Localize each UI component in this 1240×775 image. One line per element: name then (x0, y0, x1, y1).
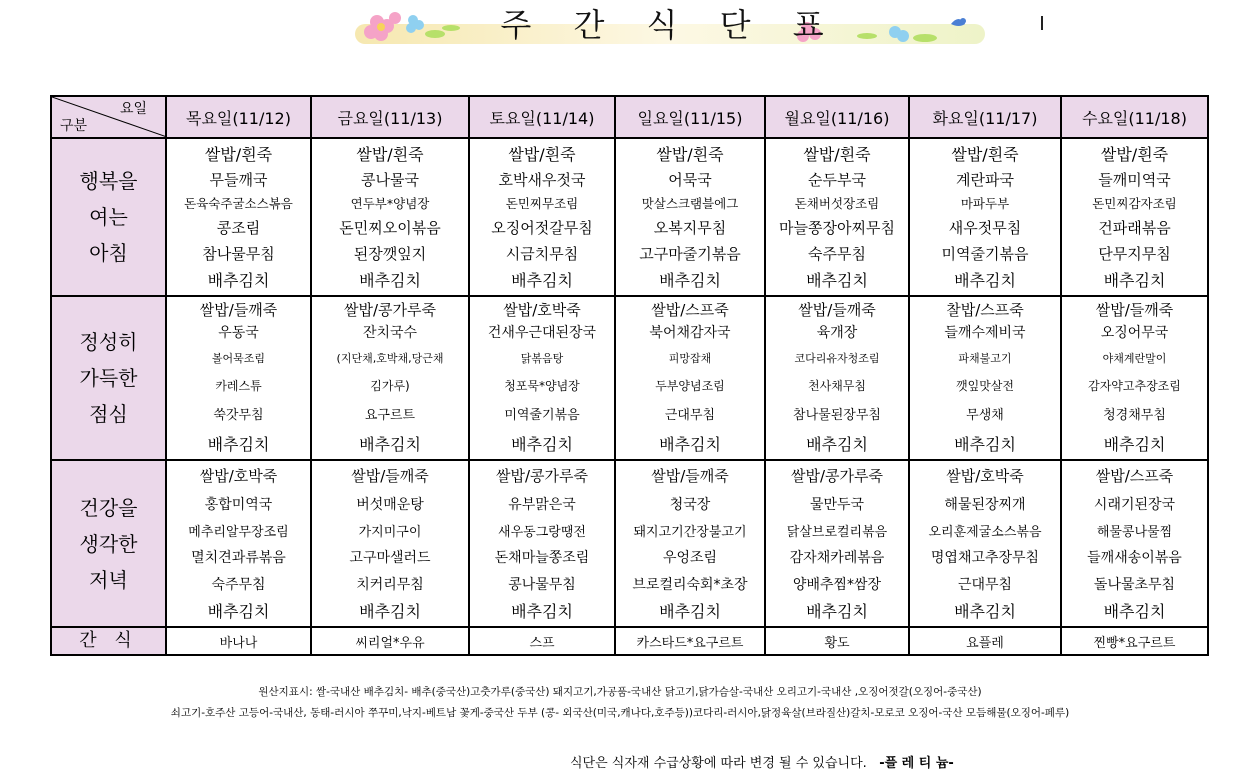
menu-item: 호박새우젓국 (498, 170, 586, 189)
menu-item: 근대무침 (957, 576, 1013, 593)
menu-item: 배추김치 (806, 602, 868, 621)
menu-item: 배추김치 (1103, 270, 1166, 290)
menu-item: 고구마줄기볶음 (639, 244, 741, 263)
menu-item: 두부양념조림 (655, 378, 725, 393)
menu-item: 닭살브로컬리볶음 (786, 525, 888, 540)
menu-item: 육개장 (816, 325, 858, 341)
menu-item: 무생채 (966, 407, 1004, 423)
menu-item: 홍합미역국 (204, 496, 273, 513)
menu-item: 단무지무침 (1098, 244, 1171, 263)
menu-item: 브로컬리숙회*초장 (632, 576, 748, 593)
menu-item: 참나물무침 (202, 244, 275, 263)
menu-item: 쌀밥/들깨죽 (1095, 300, 1174, 319)
menu-item: 쌀밥/스프죽 (651, 300, 729, 319)
menu-item: 배추김치 (207, 602, 270, 621)
menu-item: 배추김치 (954, 602, 1016, 621)
menu-item: 건파래볶음 (1098, 218, 1171, 237)
menu-item: 코다리유자청조림 (794, 352, 880, 365)
menu-cell (909, 138, 1061, 296)
snack-item: 카스타드*요구르트 (615, 627, 765, 655)
menu-item: 돈채버섯장조림 (794, 196, 880, 211)
snack-label: 간 식 (51, 627, 166, 655)
snack-item: 찐빵*요구르트 (1061, 627, 1208, 655)
menu-item: 유부맑은국 (508, 496, 576, 513)
menu-item: 오징어무국 (1100, 325, 1169, 341)
meal-category-line: 저녁 (89, 567, 128, 592)
menu-item: 쌀밥/흰죽 (803, 144, 871, 164)
snack-row (51, 627, 1208, 655)
menu-item: 쌀밥/콩가루죽 (791, 467, 883, 485)
corner-day-label: 요일 (119, 101, 147, 117)
menu-item: 배추김치 (511, 270, 573, 290)
menu-item: 미역줄기볶음 (941, 244, 1029, 263)
origin-line-1: 원산지표시: 쌀-국내산 배추김치- 배추(중국산)고춧가루(중국산) 돼지고기,가공품-국내산 닭고기,닭가슴살-국내산 오리고기-국내산 ,오징어젓갈(오징어-중국산) (258, 686, 982, 698)
menu-item: 천사채무침 (808, 378, 866, 393)
menu-cell (311, 138, 469, 296)
menu-item: 배추김치 (659, 270, 721, 290)
menu-cell (1061, 138, 1208, 296)
day-header: 토요일(11/14) (469, 96, 615, 138)
menu-item: 쌀밥/흰죽 (656, 144, 724, 164)
menu-item: 새우젓무침 (948, 218, 1022, 237)
menu-item: 오복지무침 (653, 218, 727, 237)
menu-item: 돈민찌무조림 (505, 196, 579, 211)
menu-item: 된장깻잎지 (353, 244, 427, 263)
meal-category-line: 건강을 (79, 495, 138, 520)
menu-item: 쌀밥/들깨죽 (351, 467, 429, 485)
meal-category-line: 여는 (89, 205, 128, 229)
menu-item: 들깨미역국 (1098, 170, 1171, 189)
menu-item: 쌀밥/흰죽 (951, 144, 1019, 164)
menu-cell (615, 460, 765, 627)
menu-item: 마늘쫑장아찌무침 (779, 218, 895, 237)
menu-item: 청포묵*양념장 (504, 378, 580, 393)
menu-item: 근대무침 (664, 407, 716, 423)
meal-category-line: 정성히 (79, 330, 138, 354)
header-row (51, 96, 1208, 138)
corner-cell (51, 96, 166, 138)
menu-cell (765, 138, 909, 296)
menu-item: 건새우근대된장국 (487, 325, 597, 341)
menu-item: 명엽채고추장무침 (930, 549, 1040, 566)
origin-line-2: 쇠고기-호주산 고등어-국내산, 동태-러시아 쭈꾸미,낙지-베트남 꽃게-중국산 두부 (콩- 외국산(미국,캐나다,호주등))코다리-러시아,닭정육살(브라질산)갈치-모로코 오징어-국산 모듬해물(오징어-페루) (170, 707, 1070, 719)
menu-item: 파채불고기 (958, 352, 1012, 365)
menu-item: 오리훈제굴소스볶음 (928, 525, 1042, 540)
menu-item: 새우동그랑땡전 (498, 525, 586, 540)
day-header: 화요일(11/17) (909, 96, 1061, 138)
menu-item: 쌀밥/콩가루죽 (496, 467, 588, 485)
menu-item: 배추김치 (659, 602, 721, 621)
menu-cell (166, 296, 311, 460)
menu-item: 야채계란말이 (1102, 352, 1167, 365)
menu-item: 볼어묵조림 (211, 352, 266, 365)
text-cursor (1041, 16, 1043, 30)
menu-item: 돈민찌감자조림 (1092, 196, 1177, 211)
menu-item: 연두부*양념장 (350, 196, 430, 211)
menu-item: 쌀밥/호박죽 (199, 467, 278, 485)
menu-cell (1061, 460, 1208, 627)
menu-cell (1061, 296, 1208, 460)
menu-item: 쌀밥/스프죽 (1095, 467, 1174, 485)
snack-item: 바나나 (166, 627, 311, 655)
menu-item: 미역줄기볶음 (504, 407, 580, 423)
menu-item: 청국장 (669, 496, 711, 513)
menu-item: 들깨수제비국 (944, 325, 1026, 341)
menu-item: 양배추찜*쌈장 (792, 576, 882, 593)
snack-item: 스프 (469, 627, 615, 655)
menu-cell (765, 460, 909, 627)
menu-item: 해물된장찌개 (944, 496, 1026, 513)
menu-item: 버섯매운탕 (356, 496, 424, 513)
menu-item: 배추김치 (207, 434, 270, 454)
menu-item: 청경채무침 (1103, 407, 1166, 423)
menu-item: 쌀밥/흰죽 (356, 144, 424, 164)
menu-item: 요구르트 (364, 407, 416, 423)
meal-category (51, 138, 166, 296)
menu-item: 콩나물무침 (508, 576, 576, 593)
menu-cell (166, 138, 311, 296)
menu-item: 배추김치 (954, 270, 1016, 290)
menu-item: 계란파국 (956, 170, 1014, 189)
menu-item: 깻잎맛살전 (956, 378, 1014, 393)
meal-rows (51, 138, 1208, 627)
menu-item: 고구마샐러드 (349, 549, 431, 566)
menu-item: 무들깨국 (209, 170, 268, 189)
menu-item: 순두부국 (808, 170, 866, 189)
notice (570, 752, 954, 771)
meal-category-line: 생각한 (79, 531, 138, 556)
meal-row (51, 460, 1208, 627)
day-header: 금요일(11/13) (311, 96, 469, 138)
menu-item: 쌀밥/들깨죽 (798, 300, 876, 319)
menu-item: 감자약고추장조림 (1088, 378, 1181, 393)
menu-item: 쌀밥/흰죽 (204, 144, 273, 164)
menu-cell (615, 296, 765, 460)
menu-item: 쌀밥/들깨죽 (199, 300, 278, 319)
menu-item: 맛살스크램블에그 (641, 196, 739, 211)
menu-cell (469, 296, 615, 460)
menu-item: 배추김치 (1103, 434, 1166, 454)
menu-item: 돼지고기간장불고기 (633, 525, 747, 540)
menu-item: 어묵국 (668, 170, 712, 189)
menu-cell (166, 460, 311, 627)
menu-item: 배추김치 (954, 434, 1016, 454)
snack-item: 요플레 (909, 627, 1061, 655)
menu-item: 쌀밥/호박죽 (946, 467, 1024, 485)
day-header: 일요일(11/15) (615, 96, 765, 138)
corner-category-label: 구분 (60, 118, 88, 134)
menu-item: 물만두국 (809, 496, 865, 513)
menu-item: 쌀밥/들깨죽 (651, 467, 729, 485)
weekly-menu-table (50, 95, 1209, 656)
menu-item: 쑥갓무침 (213, 407, 264, 423)
day-header: 수요일(11/18) (1061, 96, 1208, 138)
menu-cell (311, 296, 469, 460)
menu-item: 우동국 (218, 325, 259, 341)
menu-item: 감자채카레볶음 (789, 549, 885, 566)
menu-item: 쌀밥/흰죽 (1100, 144, 1169, 164)
menu-item: 배추김치 (659, 434, 721, 454)
menu-cell (909, 296, 1061, 460)
menu-item: 돈육숙주굴소스볶음 (184, 196, 293, 211)
menu-item: 오징어젓갈무침 (491, 218, 593, 237)
menu-item: 배추김치 (511, 602, 573, 621)
menu-item: 배추김치 (511, 434, 573, 454)
menu-cell (615, 138, 765, 296)
menu-item: (지단채,호박채,당근채 (336, 352, 444, 365)
menu-item: 시금치무침 (505, 244, 579, 263)
meal-category-line: 아침 (89, 241, 128, 265)
meal-category (51, 460, 166, 627)
menu-cell (469, 138, 615, 296)
menu-item: 김가루) (370, 378, 410, 393)
menu-item: 쌀밥/콩가루죽 (344, 300, 436, 319)
menu-item: 배추김치 (1103, 602, 1166, 621)
menu-cell (765, 296, 909, 460)
meal-row (51, 138, 1208, 296)
menu-item: 돈채마늘쫑조림 (494, 549, 590, 566)
menu-item: 돈민찌오이볶음 (339, 218, 441, 237)
menu-item: 돌나물초무침 (1093, 576, 1176, 593)
snack-item: 황도 (765, 627, 909, 655)
menu-item: 치커리무침 (356, 576, 424, 593)
meal-category-line: 행복을 (79, 169, 138, 193)
menu-item: 해물콩나물찜 (1096, 525, 1173, 540)
menu-item: 멸치견과류볶음 (191, 549, 286, 566)
menu-item: 콩나물국 (361, 170, 419, 189)
menu-item: 쌀밥/흰죽 (508, 144, 576, 164)
menu-item: 쌀밥/호박죽 (503, 300, 581, 319)
menu-item: 마파두부 (960, 196, 1010, 211)
menu-item: 카레스튜 (215, 378, 262, 393)
menu-cell (909, 460, 1061, 627)
title-banner (355, 6, 985, 50)
menu-item: 숙주무침 (808, 244, 866, 263)
notice-text: 식단은 식자재 수급상황에 따라 변경 될 수 있습니다. (570, 756, 867, 771)
menu-item: 우엉조림 (662, 549, 718, 566)
menu-item: 잔치국수 (362, 325, 418, 341)
menu-item: 북어채감자국 (649, 325, 731, 341)
menu-item: 피망잡채 (668, 352, 712, 365)
menu-item: 숙주무침 (211, 576, 266, 593)
menu-cell (469, 460, 615, 627)
menu-item: 찰밥/스프죽 (946, 300, 1024, 319)
day-header: 목요일(11/12) (166, 96, 311, 138)
menu-item: 배추김치 (359, 270, 421, 290)
menu-item: 배추김치 (359, 602, 421, 621)
menu-item: 들깨새송이볶음 (1087, 549, 1182, 566)
menu-cell (311, 460, 469, 627)
meal-row (51, 296, 1208, 460)
page-title: 주 간 식 단 표 (500, 6, 840, 44)
menu-item: 시래기된장국 (1093, 496, 1176, 513)
menu-item: 배추김치 (359, 434, 421, 454)
signature: -플 레 티 늄- (879, 756, 954, 771)
snack-item: 씨리얼*우유 (311, 627, 469, 655)
meal-category-line: 가득한 (79, 366, 138, 390)
menu-item: 배추김치 (806, 270, 868, 290)
menu-item: 가지미구이 (358, 525, 422, 540)
day-header: 월요일(11/16) (765, 96, 909, 138)
meal-category-line: 점심 (89, 402, 128, 426)
menu-item: 메추리알무장조림 (188, 525, 289, 540)
menu-item: 배추김치 (806, 434, 868, 454)
menu-item: 닭볶음탕 (520, 352, 564, 365)
menu-item: 참나물된장무침 (793, 407, 881, 423)
menu-item: 콩조림 (216, 218, 261, 237)
meal-category (51, 296, 166, 460)
menu-item: 배추김치 (207, 270, 270, 290)
